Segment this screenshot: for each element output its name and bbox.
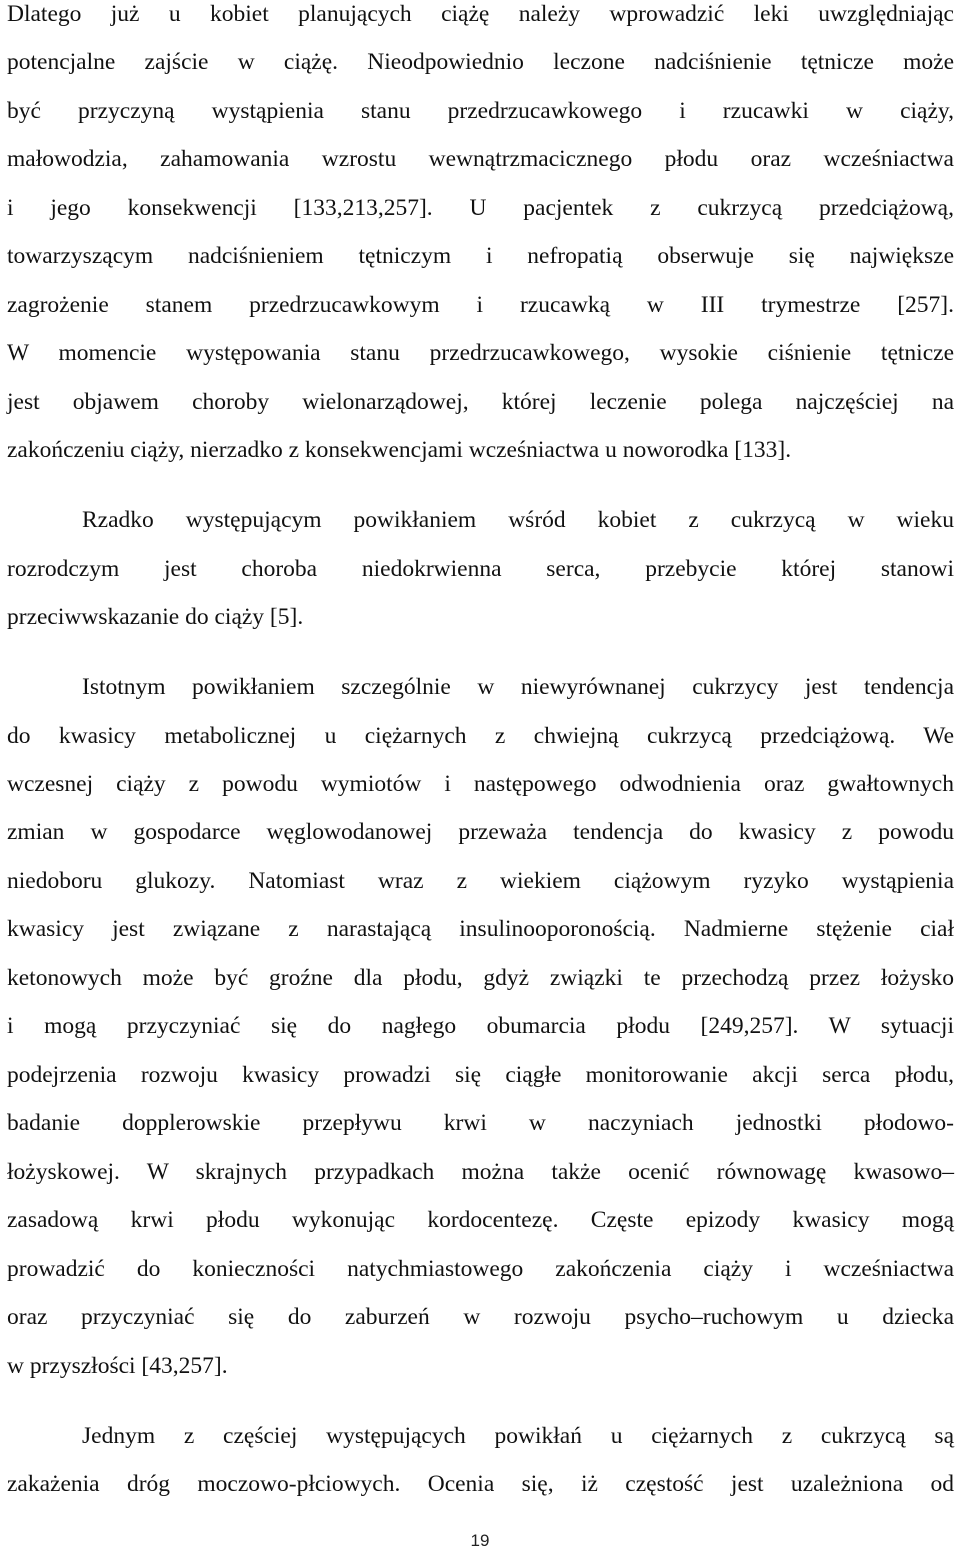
paragraph-2-line-2: rozrodczym jest choroba niedokrwienna serca, przebycie której stanowi: [7, 556, 954, 582]
paragraph-1-line-2: potencjalne zajście w ciążę. Nieodpowiednio leczone nadciśnienie tętnicze może: [7, 49, 954, 75]
paragraph-1-line-3: być przyczyną wystąpienia stanu przedrzucawkowego i rzucawki w ciąży,: [7, 98, 954, 124]
paragraph-3-line-10: badanie dopplerowskie przepływu krwi w naczyniach jednostki płodowo-: [7, 1110, 954, 1136]
paragraph-3-line-9: podejrzenia rozwoju kwasicy prowadzi się ciągłe monitorowanie akcji serca płodu,: [7, 1062, 954, 1088]
paragraph-1-line-8: W momencie występowania stanu przedrzucawkowego, wysokie ciśnienie tętnicze: [7, 340, 954, 366]
paragraph-1-line-4: małowodzia, zahamowania wzrostu wewnątrzmacicznego płodu oraz wcześniactwa: [7, 146, 954, 172]
paragraph-4-line-1: Jednym z częściej występujących powikłań u ciężarnych z cukrzycą są: [82, 1423, 954, 1449]
page-number: 19: [470, 1531, 490, 1550]
paragraph-1-line-1: Dlatego już u kobiet planujących ciążę należy wprowadzić leki uwzględniając: [7, 1, 954, 27]
paragraph-2-line-1: Rzadko występującym powikłaniem wśród kobiet z cukrzycą w wieku: [82, 507, 954, 533]
paragraph-3-line-8: i mogą przyczyniać się do nagłego obumarcia płodu [249,257]. W sytuacji: [7, 1013, 954, 1039]
paragraph-3-line-13: prowadzić do konieczności natychmiastowego zakończenia ciąży i wcześniactwa: [7, 1256, 954, 1282]
paragraph-4-line-2: zakażenia dróg moczowo-płciowych. Ocenia się, iż częstość jest uzależniona od: [7, 1471, 954, 1497]
paragraph-1-line-9: jest objawem choroby wielonarządowej, której leczenie polega najczęściej na: [7, 389, 954, 415]
paragraph-3-line-6: kwasicy jest związane z narastającą insulinooporonością. Nadmierne stężenie ciał: [7, 916, 954, 942]
paragraph-1-line-10: zakończeniu ciąży, nierzadko z konsekwencjami wcześniactwa u noworodka [133].: [7, 437, 792, 463]
paragraph-3-line-4: zmian w gospodarce węglowodanowej przeważa tendencja do kwasicy z powodu: [7, 819, 954, 845]
paragraph-3-line-1: Istotnym powikłaniem szczególnie w niewyrównanej cukrzycy jest tendencja: [82, 674, 954, 700]
paragraph-1-line-6: towarzyszącym nadciśnieniem tętniczym i nefropatią obserwuje się największe: [7, 243, 954, 269]
paragraph-3-line-7: ketonowych może być groźne dla płodu, gdyż związki te przechodzą przez łożysko: [7, 965, 954, 991]
paragraph-1-line-5: i jego konsekwencji [133,213,257]. U pacjentek z cukrzycą przedciążową,: [7, 195, 954, 221]
paragraph-3-line-12: zasadową krwi płodu wykonując kordocentezę. Częste epizody kwasicy mogą: [7, 1207, 954, 1233]
paragraph-3-line-15: w przyszłości [43,257].: [7, 1353, 228, 1379]
paragraph-1-line-7: zagrożenie stanem przedrzucawkowym i rzucawką w III trymestrze [257].: [7, 292, 954, 318]
paragraph-3-line-3: wczesnej ciąży z powodu wymiotów i następowego odwodnienia oraz gwałtownych: [7, 771, 954, 797]
paragraph-2-line-3: przeciwwskazanie do ciąży [5].: [7, 604, 304, 630]
paragraph-3-line-2: do kwasicy metabolicznej u ciężarnych z chwiejną cukrzycą przedciążową. We: [7, 723, 954, 749]
paragraph-3-line-11: łożyskowej. W skrajnych przypadkach można także ocenić równowagę kwasowo–: [7, 1159, 954, 1185]
paragraph-3-line-14: oraz przyczyniać się do zaburzeń w rozwoju psycho–ruchowym u dziecka: [7, 1304, 954, 1330]
paragraph-3-line-5: niedoboru glukozy. Natomiast wraz z wiekiem ciążowym ryzyko wystąpienia: [7, 868, 954, 894]
